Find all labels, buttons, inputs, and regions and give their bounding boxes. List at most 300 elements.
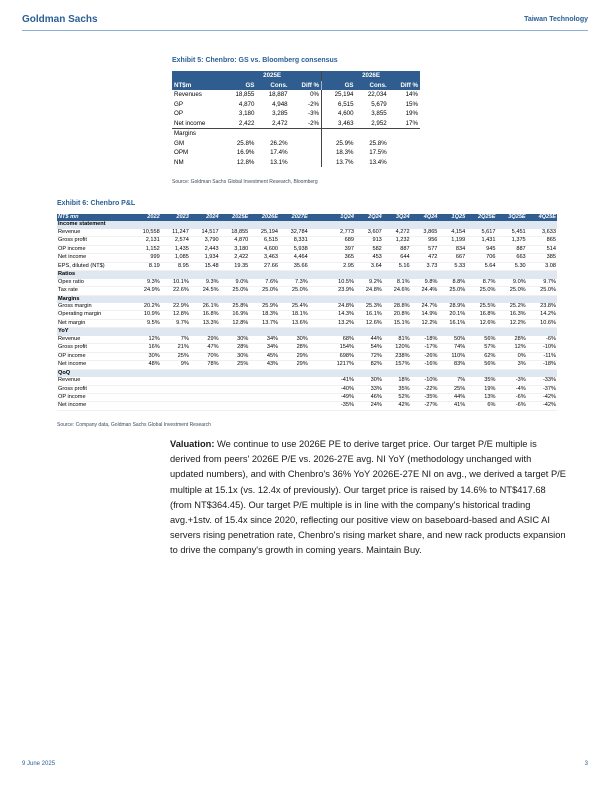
exhibit6-row: [57, 352, 557, 360]
exhibit6-cell: [161, 402, 190, 410]
exhibit6-column-header: 2022: [131, 214, 161, 221]
exhibit6-cell: 8.8%: [438, 279, 466, 287]
exhibit6-section-row: [57, 369, 557, 377]
exhibit5-cell: 2,422: [238, 119, 255, 127]
exhibit6-cell: 12.8%: [220, 319, 250, 327]
exhibit6-cell: 2,131: [131, 237, 161, 245]
exhibit5-cell: 25,194: [334, 91, 354, 98]
exhibit6-row-label: EPS, diluted (NT$): [57, 262, 131, 270]
exhibit6-cell: 12%: [496, 344, 526, 352]
exhibit5-column-header: Diff %: [290, 81, 322, 91]
exhibit6-cell: 25,194: [249, 229, 279, 237]
exhibit6-cell: 30%: [220, 352, 250, 360]
exhibit5-cell: 0%: [290, 90, 322, 100]
exhibit6-column-header: 3Q24: [383, 214, 411, 221]
exhibit5-row-label: Revenues: [174, 91, 202, 98]
exhibit5-cell: 19%: [405, 110, 418, 117]
exhibit6-cell: 5.30: [496, 262, 526, 270]
exhibit5-empty-cell: [290, 129, 322, 139]
exhibit6-cell: [131, 385, 161, 393]
exhibit6-cell: 1217%: [325, 361, 355, 369]
exhibit6-cell: 9.8%: [411, 279, 439, 287]
exhibit5-cell: 14%: [405, 91, 418, 98]
exhibit6-cell: 72%: [355, 352, 383, 360]
exhibit6-cell: 5,451: [496, 229, 526, 237]
exhibit6-row-label: Net income: [57, 402, 131, 410]
exhibit6-cell: -10%: [411, 377, 439, 385]
exhibit6-cell: 5.33: [438, 262, 466, 270]
exhibit6-cell: 24.6%: [383, 287, 411, 295]
exhibit6-table: [57, 214, 557, 411]
exhibit6-cell: 10,558: [131, 229, 161, 237]
exhibit6-row: [57, 393, 557, 401]
exhibit6-cell: -35%: [411, 393, 439, 401]
exhibit6-cell: 25.0%: [527, 287, 557, 295]
exhibit5-column-row: [172, 81, 420, 91]
exhibit6-column-header: 3Q25E: [496, 214, 526, 221]
exhibit5-cell: 26.2%: [270, 139, 288, 147]
exhibit6-cell: 28%: [279, 344, 309, 352]
footer-date: 9 June 2025: [22, 761, 56, 767]
exhibit6-cell: 4,272: [383, 229, 411, 237]
exhibit5-cell: 17.4%: [270, 149, 288, 156]
exhibit6-cell: 834: [438, 245, 466, 253]
exhibit6-cell: 698%: [325, 352, 355, 360]
exhibit6-gap-cell: [309, 344, 325, 352]
exhibit6-row-label: Revenue: [57, 336, 131, 344]
exhibit6-gap-cell: [309, 361, 325, 369]
exhibit5-row: [172, 119, 420, 129]
exhibit6-row: [57, 344, 557, 352]
exhibit5-cell: 3,180: [238, 110, 255, 117]
section-title: Taiwan Technology: [524, 16, 588, 23]
exhibit6-cell: 9.7%: [527, 279, 557, 287]
exhibit6-cell: 15.1%: [383, 319, 411, 327]
exhibit5-cell: 4,600: [338, 110, 354, 117]
exhibit6-cell: 1,152: [131, 245, 161, 253]
exhibit6-cell: 44%: [355, 336, 383, 344]
exhibit6-cell: 21%: [161, 344, 190, 352]
exhibit6-cell: 4,464: [279, 254, 309, 262]
exhibit6-column-header: 2Q25E: [466, 214, 496, 221]
exhibit6-cell: 8.1%: [383, 279, 411, 287]
exhibit5-column-header: Cons.: [256, 81, 289, 91]
exhibit6-gap-cell: [309, 393, 325, 401]
exhibit6-cell: 82%: [355, 361, 383, 369]
exhibit6-cell: [220, 402, 250, 410]
exhibit6-cell: 44%: [438, 393, 466, 401]
exhibit6-cell: 28.9%: [438, 303, 466, 311]
exhibit6-cell: 29%: [279, 352, 309, 360]
exhibit6-cell: 7.6%: [249, 279, 279, 287]
exhibit6-cell: -18%: [411, 336, 439, 344]
exhibit6-cell: 9.5%: [131, 319, 161, 327]
exhibit5-cell: 16.9%: [236, 149, 255, 156]
exhibit6-cell: -6%: [496, 393, 526, 401]
exhibit6-cell: 13.6%: [279, 319, 309, 327]
exhibit6-cell: 34%: [249, 344, 279, 352]
exhibit6-section-title: QoQ: [57, 369, 557, 377]
exhibit6-row-label: OP income: [57, 352, 131, 360]
exhibit6-cell: 5.64: [466, 262, 496, 270]
exhibit6-cell: 48%: [131, 361, 161, 369]
exhibit6-cell: 689: [325, 237, 355, 245]
exhibit5-cell: 18,855: [235, 91, 255, 98]
exhibit6-cell: 3,633: [527, 229, 557, 237]
exhibit6-section-title: Margins: [57, 295, 557, 303]
exhibit6-section-row: [57, 271, 557, 279]
exhibit6-cell: 25.0%: [249, 287, 279, 295]
exhibit6-cell: 16%: [131, 344, 161, 352]
exhibit6-cell: 2,773: [325, 229, 355, 237]
exhibit6-cell: 26.1%: [190, 303, 220, 311]
exhibit6-cell: 3.64: [355, 262, 383, 270]
exhibit6-column-header: 2024: [190, 214, 220, 221]
valuation-paragraph: [170, 437, 566, 559]
exhibit6-cell: 8.7%: [466, 279, 496, 287]
exhibit6-cell: 23.8%: [527, 303, 557, 311]
exhibit6-gap-cell: [309, 287, 325, 295]
exhibit6-cell: 5,938: [279, 245, 309, 253]
exhibit6-cell: [131, 402, 161, 410]
valuation-lead: Valuation:: [170, 439, 215, 449]
exhibit6-column-header: 2Q24: [355, 214, 383, 221]
exhibit6-row-label: Gross profit: [57, 385, 131, 393]
exhibit6-row-label: Net income: [57, 361, 131, 369]
exhibit6-cell: 13.2%: [325, 319, 355, 327]
exhibit6-row: [57, 262, 557, 270]
exhibit6-cell: 34%: [249, 336, 279, 344]
exhibit6-cell: 2.95: [325, 262, 355, 270]
exhibit6-cell: [161, 377, 190, 385]
exhibit6-cell: 20.8%: [383, 311, 411, 319]
exhibit6-cell: [279, 377, 309, 385]
exhibit6-cell: [161, 385, 190, 393]
exhibit6-cell: 4,154: [438, 229, 466, 237]
exhibit6-cell: 56%: [466, 361, 496, 369]
exhibit6-cell: [279, 393, 309, 401]
exhibit6-cell: [131, 393, 161, 401]
exhibit6-cell: 10.9%: [131, 311, 161, 319]
exhibit6-cell: 1,431: [466, 237, 496, 245]
exhibit6-cell: 582: [355, 245, 383, 253]
exhibit6-cell: 3,607: [355, 229, 383, 237]
exhibit6-cell: 11,247: [161, 229, 190, 237]
exhibit6-cell: 7%: [438, 377, 466, 385]
exhibit5-row-label: GM: [174, 139, 184, 147]
exhibit6-gap-header: [309, 214, 325, 221]
exhibit6-gap-cell: [309, 279, 325, 287]
exhibit6-cell: -49%: [325, 393, 355, 401]
exhibit6-cell: -18%: [527, 361, 557, 369]
exhibit6-row-label: Tax rate: [57, 287, 131, 295]
exhibit6-cell: 1,085: [161, 254, 190, 262]
exhibit6-cell: 54%: [355, 344, 383, 352]
exhibit6-cell: 6%: [466, 402, 496, 410]
exhibit5-empty-cell: [322, 129, 356, 139]
exhibit6-row-label: Revenue: [57, 377, 131, 385]
exhibit6-cell: 23.9%: [325, 287, 355, 295]
exhibit5-table: [172, 71, 420, 167]
exhibit6-cell: 19%: [466, 385, 496, 393]
exhibit6-gap-cell: [309, 402, 325, 410]
exhibit6-cell: 41%: [438, 402, 466, 410]
exhibit6-cell: 56%: [466, 336, 496, 344]
exhibit6-cell: 9.0%: [220, 279, 250, 287]
exhibit6-cell: 28%: [220, 344, 250, 352]
exhibit6-column-header: NT$ mn: [57, 214, 131, 221]
exhibit6-cell: -42%: [527, 393, 557, 401]
exhibit6-cell: 70%: [190, 352, 220, 360]
exhibit6-row: [57, 287, 557, 295]
exhibit6-cell: 3.73: [411, 262, 439, 270]
exhibit6-cell: 12.6%: [355, 319, 383, 327]
exhibit6-cell: 25%: [438, 385, 466, 393]
exhibit6-column-header: 1Q25: [438, 214, 466, 221]
exhibit5-cell: 17%: [405, 119, 418, 127]
exhibit6-cell: 20.1%: [438, 311, 466, 319]
exhibit6-cell: 25.0%: [438, 287, 466, 295]
exhibit5-row-label: OPM: [174, 149, 189, 156]
exhibit6-row-label: Gross margin: [57, 303, 131, 311]
exhibit6-gap-cell: [309, 377, 325, 385]
exhibit5-cell: 3,285: [272, 110, 288, 117]
exhibit5-year-row: [172, 71, 420, 81]
exhibit6-cell: 43%: [249, 361, 279, 369]
exhibit5-cell: 18.3%: [335, 149, 354, 156]
exhibit6-cell: 14,517: [190, 229, 220, 237]
exhibit6-cell: 50%: [438, 336, 466, 344]
exhibit6-cell: 16.8%: [466, 311, 496, 319]
exhibit6-row-label: OP income: [57, 393, 131, 401]
exhibit6-row: [57, 361, 557, 369]
exhibit6-cell: 4,600: [249, 245, 279, 253]
exhibit6-cell: -6%: [496, 402, 526, 410]
exhibit5-row-label: OP: [174, 110, 183, 117]
exhibit5-cell: 2,952: [371, 119, 387, 127]
exhibit6-cell: 10.1%: [161, 279, 190, 287]
exhibit6-cell: 25%: [161, 352, 190, 360]
exhibit6-cell: -41%: [325, 377, 355, 385]
exhibit6-cell: 25.0%: [496, 287, 526, 295]
exhibit6-row: [57, 237, 557, 245]
exhibit6-cell: 453: [355, 254, 383, 262]
exhibit6-column-header: 2027E: [279, 214, 309, 221]
exhibit6-cell: [190, 385, 220, 393]
exhibit6-gap-cell: [309, 245, 325, 253]
exhibit6-cell: 8.19: [131, 262, 161, 270]
exhibit5-cell: 25.8%: [236, 139, 255, 147]
exhibit6-cell: 3,790: [190, 237, 220, 245]
exhibit6-cell: -42%: [527, 402, 557, 410]
exhibit6-cell: 12%: [131, 336, 161, 344]
exhibit5-margin-row: [172, 148, 420, 158]
exhibit6-cell: 83%: [438, 361, 466, 369]
exhibit6-row-label: OP income: [57, 245, 131, 253]
exhibit6-cell: [190, 402, 220, 410]
exhibit6-cell: 24.7%: [411, 303, 439, 311]
exhibit5-cell: 15%: [405, 100, 418, 108]
exhibit6-cell: 385: [527, 254, 557, 262]
exhibit6-row: [57, 303, 557, 311]
exhibit6-cell: 999: [131, 254, 161, 262]
exhibit5-cell: 4,948: [272, 100, 288, 108]
exhibit5-column-header: GS: [223, 81, 256, 91]
exhibit6-cell: 12.8%: [161, 311, 190, 319]
exhibit6-cell: 35%: [383, 385, 411, 393]
exhibit5-cell: 18,887: [268, 91, 288, 98]
exhibit6-cell: 2,443: [190, 245, 220, 253]
exhibit5-year-header: 2026E: [322, 71, 420, 81]
exhibit6-cell: 3%: [496, 361, 526, 369]
exhibit5-year-spacer: [172, 71, 223, 81]
exhibit5-cell: 13.1%: [270, 158, 288, 166]
exhibit6-cell: 24.8%: [355, 287, 383, 295]
exhibit6-cell: 7.3%: [279, 279, 309, 287]
exhibit6-cell: [190, 393, 220, 401]
exhibit6-cell: 945: [466, 245, 496, 253]
exhibit5-cell: -2%: [290, 119, 322, 129]
exhibit5-empty-cell: [389, 129, 420, 139]
exhibit6-row: [57, 402, 557, 410]
exhibit6-cell: 25.0%: [466, 287, 496, 295]
exhibit6-cell: 47%: [190, 344, 220, 352]
exhibit5-cell: -2%: [290, 100, 322, 110]
exhibit5-cell: 5,679: [371, 100, 387, 108]
exhibit6-section-row: [57, 328, 557, 336]
exhibit5-row: [172, 100, 420, 110]
exhibit6-cell: 78%: [190, 361, 220, 369]
exhibit5-cell: 6,515: [338, 100, 354, 108]
exhibit6-row: [57, 336, 557, 344]
exhibit6-cell: 3,865: [411, 229, 439, 237]
exhibit5-cell: 4,870: [238, 100, 255, 108]
exhibit6-row-label: Net income: [57, 254, 131, 262]
exhibit6-cell: 30%: [131, 352, 161, 360]
exhibit6-cell: 14.2%: [527, 311, 557, 319]
exhibit6-cell: 956: [411, 237, 439, 245]
exhibit6-cell: 472: [411, 254, 439, 262]
exhibit5-column-header: Diff %: [389, 81, 420, 91]
exhibit6-cell: 8,331: [279, 237, 309, 245]
exhibit5-cell: [389, 148, 420, 158]
exhibit6-cell: 29%: [190, 336, 220, 344]
exhibit6-cell: 12.2%: [496, 319, 526, 327]
exhibit5-column-header: NT$m: [172, 81, 223, 91]
exhibit6-cell: 110%: [438, 352, 466, 360]
exhibit6-cell: 13.3%: [190, 319, 220, 327]
exhibit6-gap-cell: [309, 262, 325, 270]
exhibit6-cell: 10.6%: [527, 319, 557, 327]
exhibit6-cell: -3%: [496, 377, 526, 385]
exhibit6-cell: -33%: [527, 377, 557, 385]
exhibit6-cell: 30%: [279, 336, 309, 344]
exhibit6-cell: 42%: [383, 402, 411, 410]
exhibit6-row-label: Operating margin: [57, 311, 131, 319]
exhibit6-cell: 5,617: [466, 229, 496, 237]
exhibit5-row: [172, 90, 420, 100]
exhibit6-cell: 16.1%: [355, 311, 383, 319]
exhibit6-cell: 30%: [355, 377, 383, 385]
exhibit6-cell: 3,180: [220, 245, 250, 253]
exhibit6-gap-cell: [309, 311, 325, 319]
exhibit5-cell: 17.5%: [369, 149, 387, 156]
exhibit6-cell: 644: [383, 254, 411, 262]
exhibit6-cell: 20.2%: [131, 303, 161, 311]
exhibit6-cell: 887: [383, 245, 411, 253]
exhibit6-cell: 365: [325, 254, 355, 262]
exhibit5-cell: 22,034: [367, 91, 387, 98]
exhibit6-cell: 14.9%: [411, 311, 439, 319]
exhibit6-cell: 25.0%: [279, 287, 309, 295]
exhibit6-column-header: 2025E: [220, 214, 250, 221]
exhibit5-cell: [389, 139, 420, 149]
exhibit6-cell: 1,375: [496, 237, 526, 245]
exhibit6-cell: 1,934: [190, 254, 220, 262]
exhibit6-cell: 9.7%: [161, 319, 190, 327]
exhibit6-row: [57, 254, 557, 262]
header-divider: [22, 30, 588, 31]
exhibit5-year-header: 2025E: [223, 71, 321, 81]
exhibit5-cell: [290, 158, 322, 168]
exhibit6-column-header: 4Q25E: [527, 214, 557, 221]
exhibit6-cell: 12.6%: [466, 319, 496, 327]
exhibit5-cell: [290, 148, 322, 158]
exhibit6-row-label: Gross profit: [57, 344, 131, 352]
exhibit6-gap-cell: [309, 385, 325, 393]
exhibit5-margins-label: Margins: [172, 129, 223, 139]
exhibit6-gap-cell: [309, 319, 325, 327]
exhibit6-cell: 667: [438, 254, 466, 262]
exhibit5-row-label: NM: [174, 158, 184, 166]
exhibit6-cell: 18%: [383, 377, 411, 385]
exhibit6-cell: [220, 377, 250, 385]
exhibit6-header-row: [57, 214, 557, 221]
exhibit6-cell: -17%: [411, 344, 439, 352]
exhibit6-section-title: Income statement: [57, 221, 557, 228]
exhibit6-cell: 120%: [383, 344, 411, 352]
exhibit5-cell: 13.4%: [369, 158, 387, 166]
exhibit6-cell: 9%: [161, 361, 190, 369]
exhibit6-cell: 30%: [220, 336, 250, 344]
page-number: 3: [584, 761, 588, 767]
exhibit6-cell: 887: [496, 245, 526, 253]
exhibit6-row: [57, 311, 557, 319]
exhibit5-margins-row: [172, 129, 420, 139]
exhibit5-cell: 13.7%: [335, 158, 354, 166]
exhibit6-cell: [249, 402, 279, 410]
exhibit6-cell: 32,784: [279, 229, 309, 237]
exhibit5-empty-cell: [356, 129, 389, 139]
exhibit6-section-title: YoY: [57, 328, 557, 336]
exhibit6-cell: 865: [527, 237, 557, 245]
exhibit5-cell: 25.8%: [369, 139, 387, 147]
exhibit6-cell: 81%: [383, 336, 411, 344]
exhibit6-cell: 16.1%: [438, 319, 466, 327]
exhibit6-cell: 18,855: [220, 229, 250, 237]
exhibit6-cell: 19.35: [220, 262, 250, 270]
exhibit6-cell: 18.3%: [249, 311, 279, 319]
exhibit6-column-header: 2023: [161, 214, 190, 221]
exhibit6-cell: -16%: [411, 361, 439, 369]
exhibit6-cell: 25.2%: [496, 303, 526, 311]
exhibit6-cell: 706: [466, 254, 496, 262]
exhibit6-cell: 16.9%: [220, 311, 250, 319]
exhibit6-cell: 7%: [161, 336, 190, 344]
exhibit6-section-title: Ratios: [57, 271, 557, 279]
exhibit6-cell: 22.9%: [161, 303, 190, 311]
exhibit6-cell: 25.9%: [249, 303, 279, 311]
